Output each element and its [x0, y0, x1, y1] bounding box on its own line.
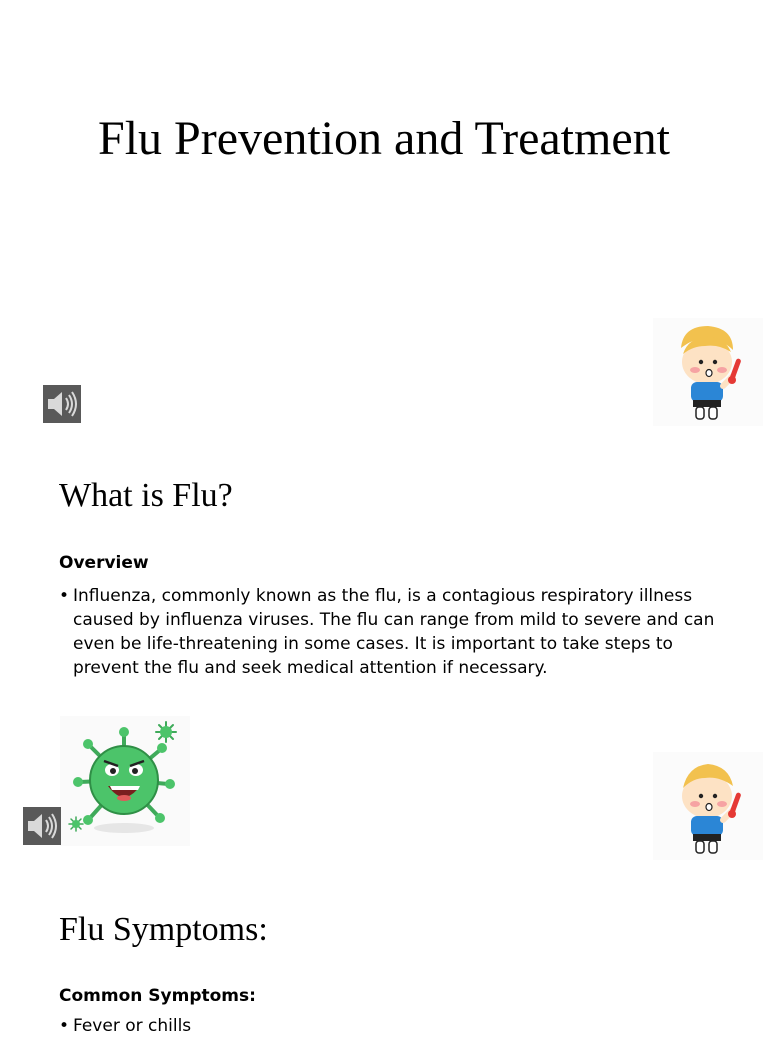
slide-1 [0, 0, 768, 434]
slide-title: What is Flu? [59, 477, 233, 514]
bullet-list [59, 1014, 719, 1038]
speaker-icon[interactable] [23, 807, 61, 845]
slide-subheading: Common Symptoms: [59, 986, 256, 1006]
slide-subheading: Overview [59, 553, 149, 573]
slide-3 [0, 868, 768, 1036]
boy-with-thermometer-illustration [653, 752, 763, 865]
slide-title: Flu Symptoms: [59, 911, 268, 948]
boy-with-thermometer-illustration [653, 318, 763, 431]
virus-character-illustration [60, 716, 190, 851]
speaker-icon[interactable] [43, 385, 81, 423]
bullet-list [59, 584, 719, 680]
list-item: • Fever or chills [59, 1014, 719, 1038]
list-item: • Influenza, commonly known as the flu, is a contagious respiratory illness caused by influenza viruses. The flu can range from mild to severe and can even be life-threatening in some cases. It is important to take steps to prevent the flu and seek medical attention if necessary. [59, 584, 719, 680]
slide-2 [0, 434, 768, 868]
slide-title: Flu Prevention and Treatment [98, 112, 670, 165]
